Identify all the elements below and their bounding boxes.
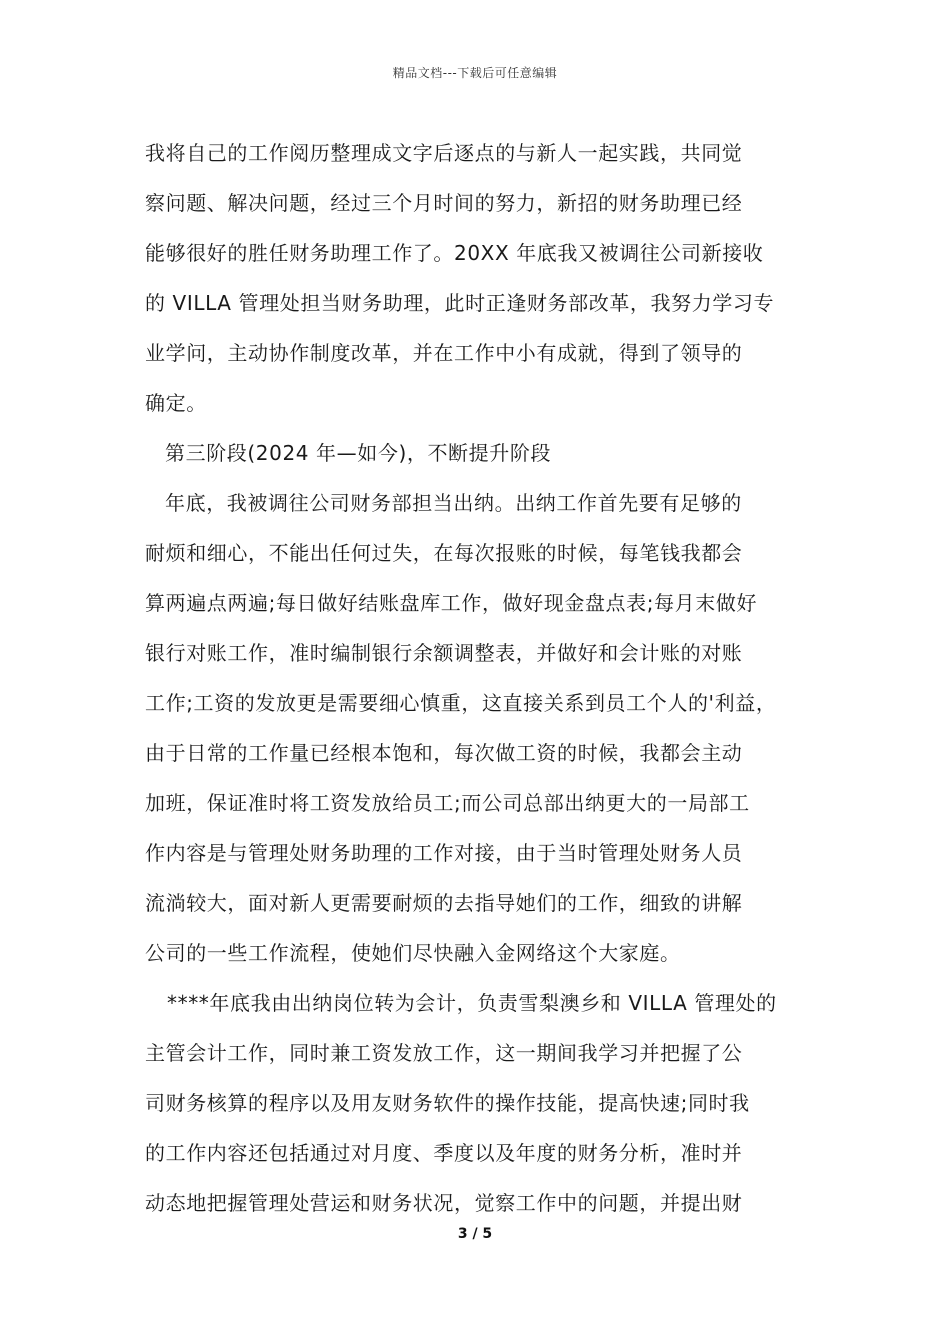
text-line: 我将自己的工作阅历整理成文字后逐点的与新人一起实践，共同觉	[145, 141, 743, 165]
text-line: 加班，保证准时将工资发放给员工;而公司总部出纳更大的一局部工	[145, 791, 750, 815]
text-line: 流淌较大，面对新人更需要耐烦的去指导她们的工作，细致的讲解	[145, 891, 743, 915]
text-line: 能够很好的胜任财务助理工作了。20XX 年底我又被调往公司新接收	[145, 241, 764, 265]
text-line: 公司的一些工作流程，使她们尽快融入金网络这个大家庭。	[145, 941, 681, 965]
text-line: 业学问，主动协作制度改革，并在工作中小有成就，得到了领导的	[145, 341, 743, 365]
document-body	[145, 128, 810, 1228]
text-line: 耐烦和细心，不能出任何过失，在每次报账的时候，每笔钱我都会	[145, 541, 743, 565]
text-line: 司财务核算的程序以及用友财务软件的操作技能，提高快速;同时我	[145, 1091, 750, 1115]
text-line: 确定。	[145, 391, 207, 415]
text-line: 动态地把握管理处营运和财务状况，觉察工作中的问题，并提出财	[145, 1191, 743, 1215]
text-line: 的工作内容还包括通过对月度、季度以及年度的财务分析，准时并	[145, 1141, 743, 1165]
text-line: 银行对账工作，准时编制银行余额调整表，并做好和会计账的对账	[145, 641, 743, 665]
text-line: 作内容是与管理处财务助理的工作对接，由于当时管理处财务人员	[145, 841, 743, 865]
text-line: 年底，我被调往公司财务部担当出纳。出纳工作首先要有足够的	[165, 491, 742, 515]
text-line: ****年底我由出纳岗位转为会计，负责雪梨澳乡和 VILLA 管理处的	[167, 991, 777, 1015]
page-number: 3 / 5	[457, 1226, 493, 1242]
text-line: 察问题、解决问题，经过三个月时间的努力，新招的财务助理已经	[145, 191, 743, 215]
text-line: 主管会计工作，同时兼工资发放工作，这一期间我学习并把握了公	[145, 1041, 743, 1065]
section-heading: 第三阶段(2024 年—如今)，不断提升阶段	[165, 441, 552, 465]
text-line: 算两遍点两遍;每日做好结账盘库工作，做好现金盘点表;每月末做好	[145, 591, 758, 615]
page-header: 精品文档---下载后可任意编辑	[392, 66, 558, 80]
text-line: 的 VILLA 管理处担当财务助理，此时正逢财务部改革，我努力学习专	[145, 291, 775, 315]
text-line: 由于日常的工作量已经根本饱和，每次做工资的时候，我都会主动	[145, 741, 743, 765]
text-line: 工作;工资的发放更是需要细心慎重，这直接关系到员工个人的'利益，	[145, 691, 777, 715]
